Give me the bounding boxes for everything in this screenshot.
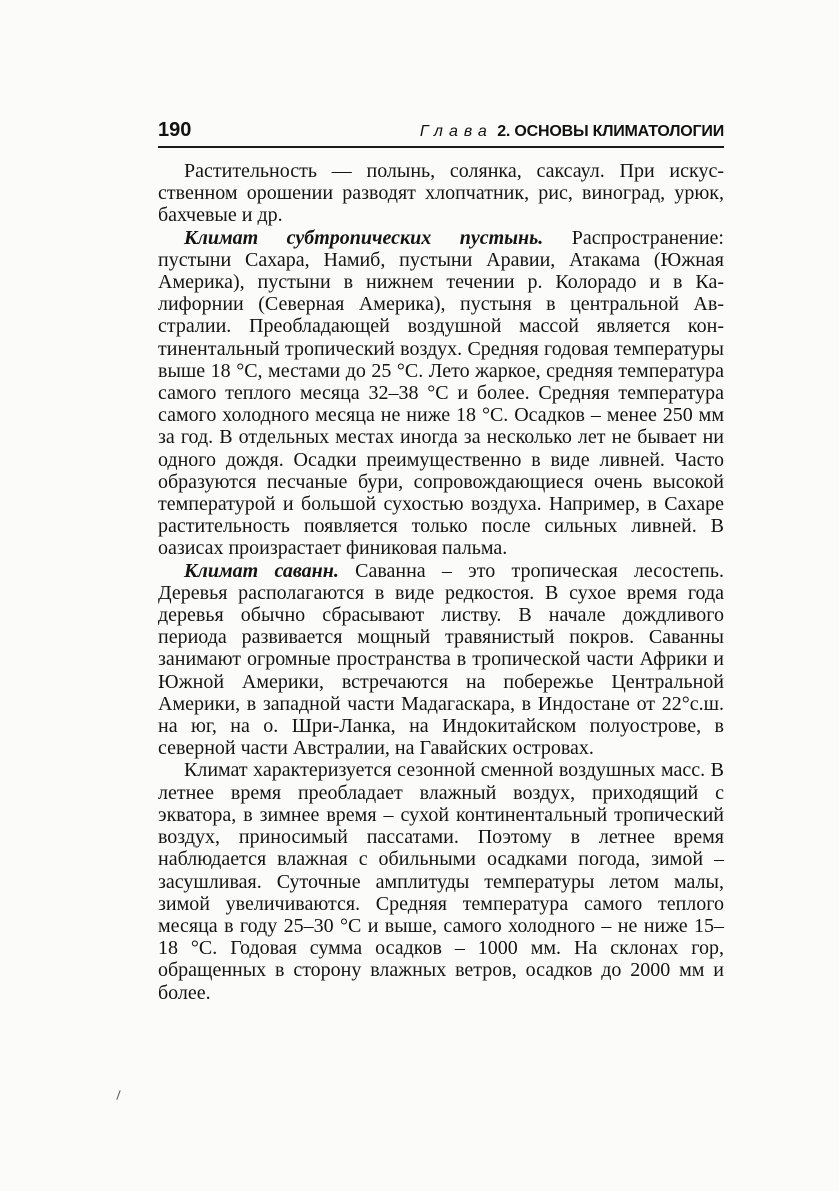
page-number: 190 [158,119,192,141]
paragraph [158,759,724,1003]
paragraph-text: Распространение: пустыни Сахара, Намиб, пустыни Аравии, Атакама (Южная Америка), пустыни в нижнем течении р. Колорадо и в Калифорнии (Северная Америка), пустыня в центральной Австралии. Преобладающей воздушной массой является континентальный тропический воздух. Средняя годовая температуры выше 18 °С, местами до 25 °С. Лето жаркое, средняя температура самого теплого месяца 32–38 °С и более. Средняя температура самого холодного месяца не ниже 18 °С. Осадков – менее 250 мм за год. В отдельных местах иногда за несколько лет не бывает ни одного дождя. Осадки преимущественно в виде ливней. Часто образуются песчаные бури, сопровождающиеся очень высокой температурой и большой сухостью воздуха. Например, в Сахаре растительность появляется только после сильных ливней. В оазисах произрастает финиковая пальма. [158,226,724,560]
chapter-title: 2. ОСНОВЫ КЛИМАТОЛОГИИ [497,123,724,140]
paragraph-text: Саванна – это тропическая лесостепь. Деревья располагаются в виде редкостоя. В сухое время года деревья обычно сбрасывают листву. В начале дождливого периода развивается мощный травянистый покров. Саванны занимают огромные пространства в тропической части Африки и Южной Америки, встречаются на побережье Центральной Америки, в западной части Мадагаскара, в Индостане от 22°с.ш. на юг, на о. Шри-Ланка, на Индокитайском полуострове, в северной части Австралии, на Гавайских островах. [158,559,725,760]
section-heading-savanna: Климат саванн. [184,559,339,582]
paragraph [158,160,724,227]
running-head [420,123,724,141]
page-header [158,112,724,148]
body-text [158,160,724,1004]
scan-artifact-mark [116,1090,120,1100]
chapter-word: Глава [419,123,493,140]
paragraph-text: Климат характеризуется сезонной сменной воздушных масс. В летнее время преобладает влажный воздух, приходящий с экватора, в зимнее время – сухой континентальный тропический воздух, приносимый пассатами. Поэтому в летнее время наблюдается влажная с обильными осадками погода, зимой – засушливая. Суточные амплитуды температуры летом малы, зимой увеличиваются. Средняя температура самого теплого месяца в году 25–30 °С и выше, самого холодного – не ниже 15–18 °С. Годовая сумма осадков – 1000 мм. На склонах гор, обращенных в сторону влажных ветров, осадков до 2000 мм и более. [158,759,724,1004]
section-heading-subtropical-deserts: Климат субтропических пустынь. [184,226,544,249]
paragraph-text: Растительность — полынь, солянка, саксаул. При искусственном орошении разводят хлопчатник, рис, виноград, урюк, бахчевые и др. [158,160,724,227]
paragraph [158,227,724,560]
paragraph [158,560,724,760]
